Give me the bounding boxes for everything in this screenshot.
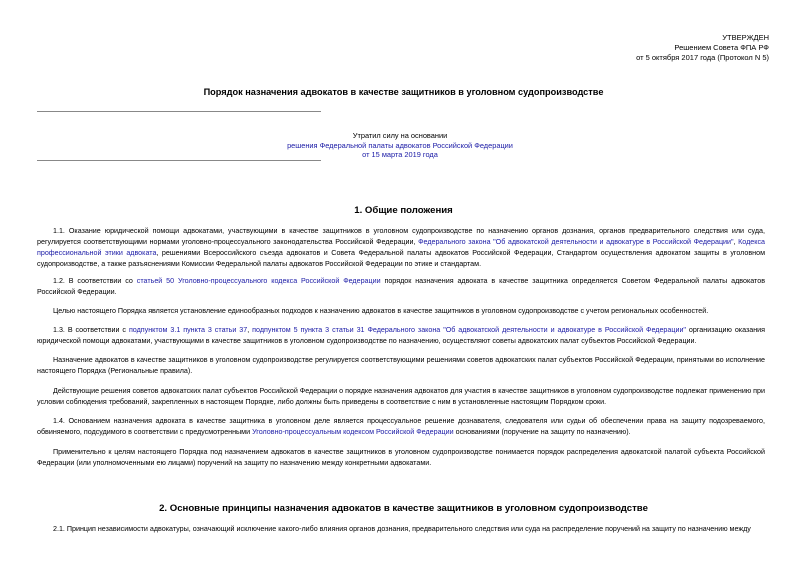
repeal-date-link[interactable]: от 15 марта 2019 года [362, 150, 438, 160]
repeal-line-1: Утратил силу на основании [352, 131, 448, 140]
paragraph-1-2-purpose: Целью настоящего Порядка является установление единообразных подходов к назначению адвокатов в качестве защитников в уголовном судопроизводстве с учетом региональных особенностей. [53, 307, 709, 315]
paragraph-text: 1.2. В соответствии со [53, 277, 137, 285]
paragraph-1-4-definition: Применительно к целям настоящего Порядка под назначением адвокатов в качестве защитников в уголовном судопроизводстве понимается порядок распределения адвокатской палатой субъекта Российской Федерации (или уполномоченными ею лицами) поручений на защиту по назначению между конкретными адвокатами. [37, 448, 765, 467]
approved-decision: Решением Совета ФПА РФ [674, 43, 769, 52]
approved-date: от 5 октября 2017 года (Протокол N 5) [636, 53, 769, 62]
paragraph-text: порядок назначения адвоката в качестве защитника определяется Советом Федеральной палаты адвокатов Российской Федерации. [37, 277, 765, 296]
section-1-title: 1. Общие положения [354, 205, 453, 216]
ethics-code-link[interactable]: Кодекса профессиональной этики адвоката [37, 237, 765, 257]
paragraph-text: основаниями (поручение на защиту по назначению). [453, 427, 631, 436]
paragraph-1-1 [37, 226, 765, 270]
paragraph-text: , решениями Всероссийского съезда адвокатов и Совета Федеральной палаты адвокатов Российской Федерации, Стандартом осуществления адвокатом защиты в уголовном судопроизводстве, а также разъяснениями Комиссии Федеральной палаты адвокатов Российской Федерации по этике и стандартам. [37, 248, 765, 268]
paragraph-text: , [733, 237, 739, 246]
paragraph-1-3-existing-decisions: Действующие решения советов адвокатских палат субъектов Российской Федерации о порядке назначения адвокатов для участия в качестве защитников в уголовном судопроизводстве подлежат применению при условии соблюдения требований, закрепленных в настоящем Порядке, либо должны быть приведены в соответствие с ним в установленные настоящим Порядком сроки. [37, 387, 765, 406]
paragraph-text: 1.4. Основанием назначения адвоката в качестве защитника в уголовном деле является процессуальное решение дознавателя, следователя или судьи об обеспечении права на защиту подозреваемого, обвиняемого, подсудимого в соответствии с предусмотренными [37, 417, 765, 436]
federal-law-link[interactable]: Федерального закона "Об адвокатской деятельности и адвокатуре в Российской Федерации" [418, 237, 734, 246]
paragraph-1-3 [37, 325, 765, 347]
divider-top [37, 111, 321, 112]
divider-bottom [37, 160, 321, 161]
criminal-procedure-code-link[interactable]: Уголовно-процессуальным кодексом Российской Федерации [252, 427, 454, 436]
paragraph-text: 1.1. Оказание юридической помощи адвокатами, участвующими в качестве защитников в уголовном судопроизводстве по назначению органов дознания, органов предварительного следствия или суда, регулируется соответствующими нормами уголовно-процессуального законодательства Российской Федерации, [37, 227, 765, 246]
subclause-5-link[interactable]: подпунктом 5 пункта 3 статьи 31 Федерального закона "Об адвокатской деятельности и адвокатуре в Российской Федерации" [252, 326, 686, 334]
approval-block [636, 33, 769, 63]
article-50-link[interactable]: статьей 50 Уголовно-процессуального кодекса Российской Федерации [136, 277, 381, 285]
section-2-title: 2. Основные принципы назначения адвокатов в качестве защитников в уголовном судопроизводстве [159, 503, 648, 514]
paragraph-text: 1.3. В соответствии с [53, 326, 129, 334]
paragraph-2-1: 2.1. Принцип независимости адвокатуры, означающий исключение какого-либо влияния органов дознания, предварительного следствия или суда на распределение поручений на защиту по назначению между [53, 525, 751, 533]
paragraph-1-3-regional-rules: Назначение адвокатов в качестве защитников в уголовном судопроизводстве регулируется соответствующими решениями советов адвокатских палат субъектов Российской Федерации, принятыми во исполнение настоящего Порядка (Региональные правила). [37, 356, 765, 375]
paragraph-1-2 [37, 276, 765, 298]
repeal-note [250, 131, 550, 160]
subclause-3-1-link[interactable]: подпунктом 3.1 пункта 3 статьи 37 [128, 326, 248, 334]
approved-label: УТВЕРЖДЕН [722, 33, 769, 42]
repeal-decision-link[interactable]: решения Федеральной палаты адвокатов Российской Федерации [287, 140, 513, 150]
paragraph-text: организацию оказания юридической помощи адвокатами, участвующими в качестве защитников в уголовном судопроизводстве по назначению, осуществляют советы адвокатских палат субъектов Российской Федерации. [37, 326, 766, 345]
paragraph-text: , [247, 326, 253, 334]
document-title: Порядок назначения адвокатов в качестве защитников в уголовном судопроизводстве [203, 87, 604, 97]
paragraph-1-4 [37, 416, 765, 438]
